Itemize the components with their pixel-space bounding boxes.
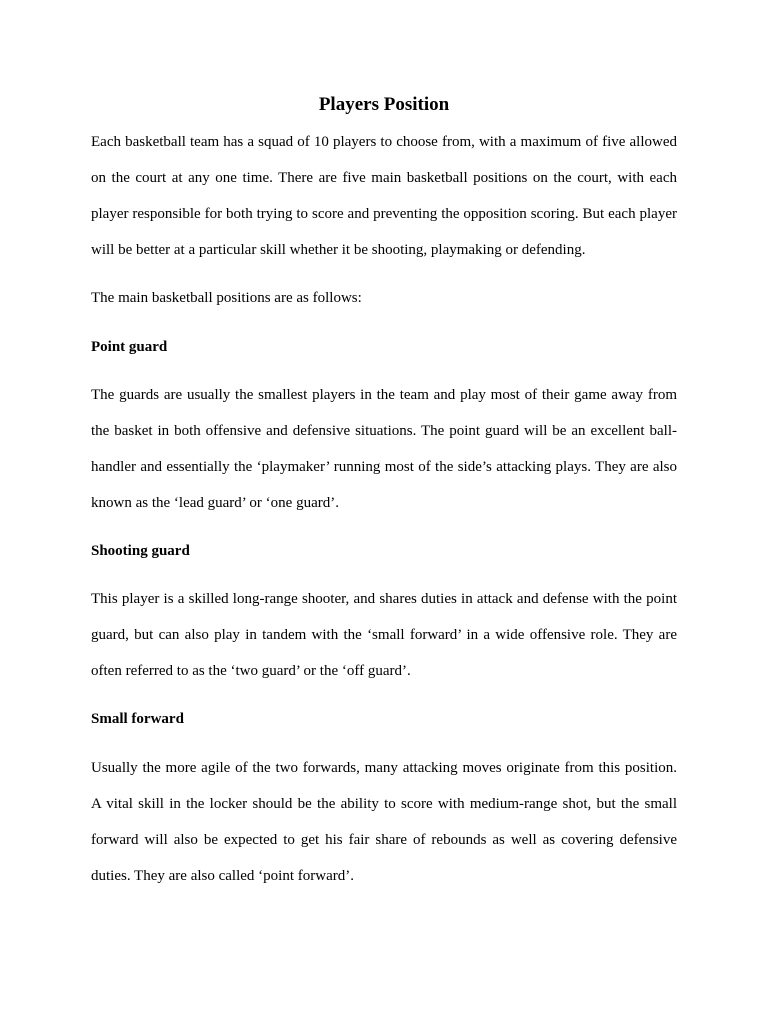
- intro-paragraph: [91, 124, 677, 268]
- section-heading-small-forward: Small forward: [91, 711, 184, 727]
- paragraph-line: This player is a skilled long-range shooter, and shares duties in attack and defense with the point: [91, 591, 677, 607]
- paragraph-line: The guards are usually the smallest players in the team and play most of their game away from: [91, 387, 677, 403]
- section-paragraph-small-forward: [91, 750, 677, 894]
- lead-in-paragraph: [91, 280, 677, 316]
- section-paragraph-point-guard: [91, 377, 677, 521]
- page-title: Players Position: [318, 94, 450, 115]
- paragraph-line: A vital skill in the locker should be the ability to score with medium-range shot, but the small: [91, 796, 677, 812]
- section-heading-shooting-guard: Shooting guard: [91, 543, 190, 559]
- paragraph-line: known as the ‘lead guard’ or ‘one guard’.: [91, 495, 339, 511]
- paragraph-line: handler and essentially the ‘playmaker’ running most of the side’s attacking plays. They are also: [91, 459, 677, 475]
- paragraph-line: Usually the more agile of the two forwards, many attacking moves originate from this position.: [91, 760, 677, 776]
- paragraph-line: guard, but can also play in tandem with the ‘small forward’ in a wide offensive role. They are: [91, 627, 677, 643]
- paragraph-line: Each basketball team has a squad of 10 players to choose from, with a maximum of five allowed: [91, 134, 677, 150]
- paragraph-line: The main basketball positions are as follows:: [91, 290, 362, 306]
- section-heading-point-guard: Point guard: [91, 339, 168, 355]
- paragraph-line: often referred to as the ‘two guard’ or the ‘off guard’.: [91, 663, 411, 679]
- section-paragraph-shooting-guard: [91, 581, 677, 689]
- paragraph-line: player responsible for both trying to score and preventing the opposition scoring. But each player: [91, 206, 677, 222]
- paragraph-line: on the court at any one time. There are five main basketball positions on the court, with each: [91, 170, 677, 186]
- paragraph-line: duties. They are also called ‘point forward’.: [91, 868, 354, 884]
- paragraph-line: the basket in both offensive and defensive situations. The point guard will be an excellent ball-: [91, 423, 677, 439]
- paragraph-line: forward will also be expected to get his fair share of rebounds as well as covering defensive: [91, 832, 677, 848]
- paragraph-line: will be better at a particular skill whether it be shooting, playmaking or defending.: [91, 242, 586, 258]
